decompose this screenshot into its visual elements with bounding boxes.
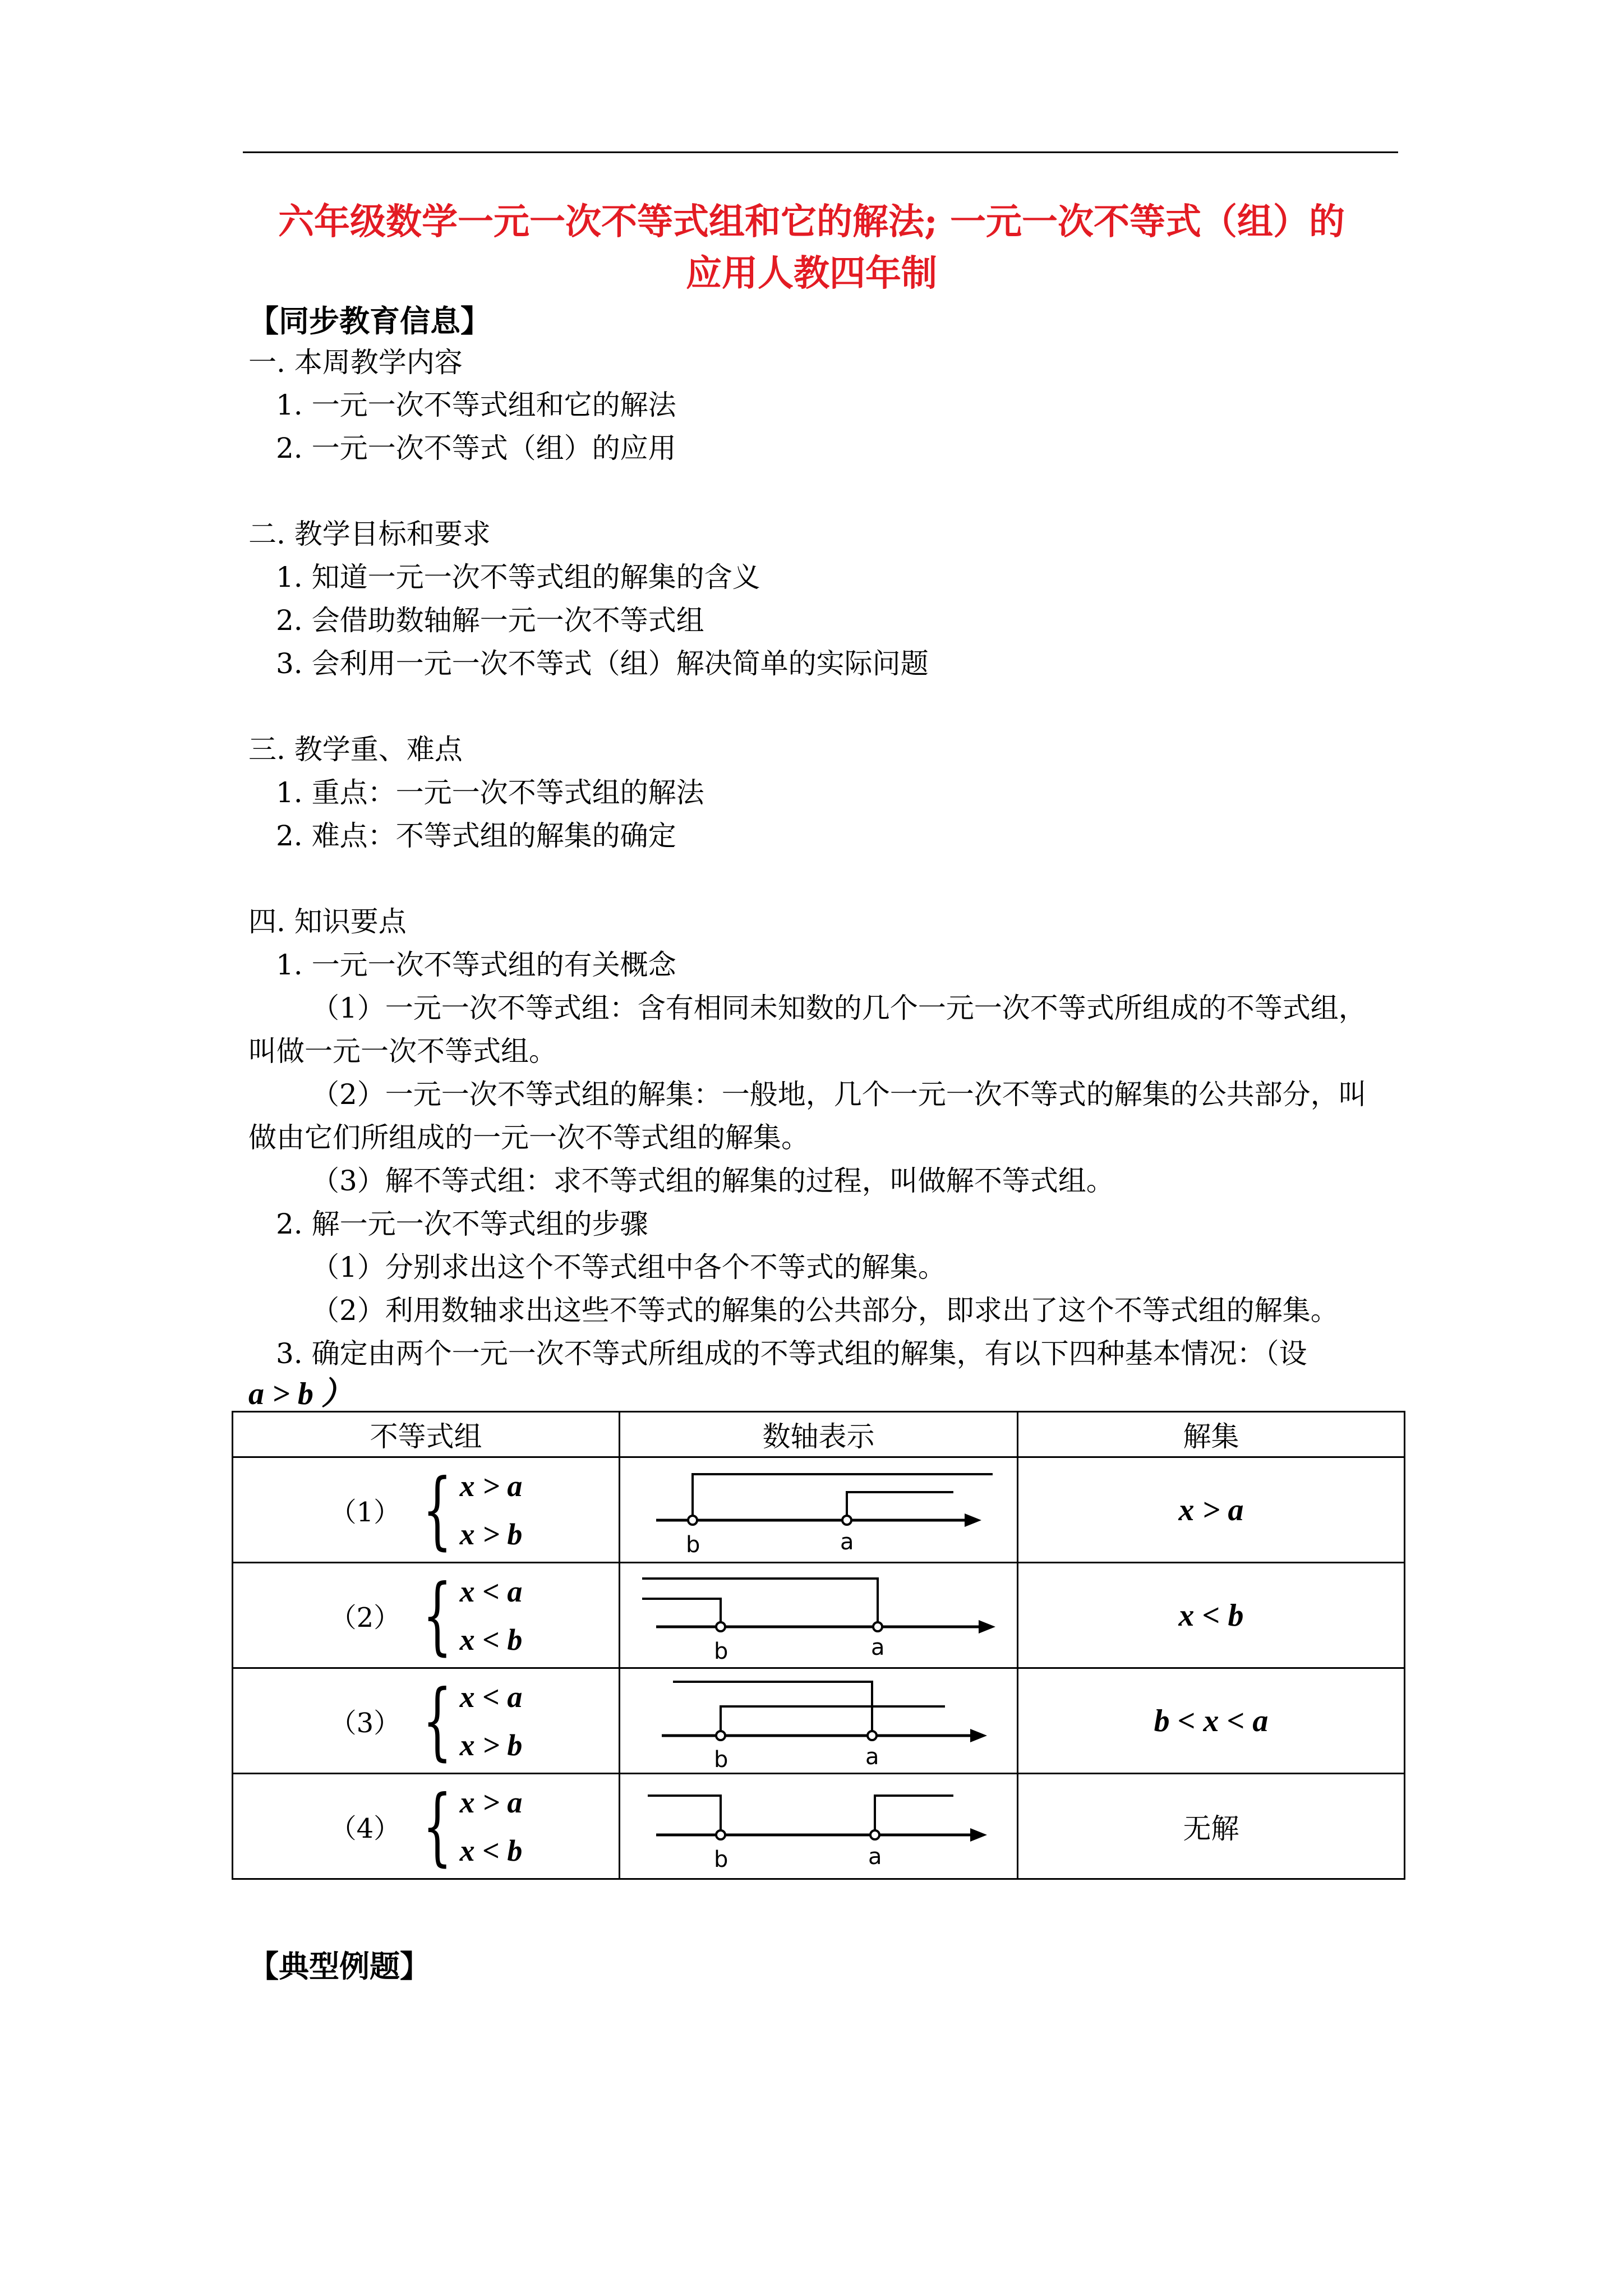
inequality-system [330,1462,523,1558]
label-a: a [840,1529,854,1555]
heading-typical-examples: 【典型例题】 [248,1948,430,1984]
number-line-diagram [639,1779,998,1874]
label-b: b [713,1846,728,1872]
solution-set: x < b [1178,1598,1244,1633]
solution-cell [1018,1457,1405,1563]
number-line-diagram [639,1460,998,1561]
section-2-item: 1. 知道一元一次不等式组的解集的含义 [276,561,760,593]
brace-icon: { [422,1672,453,1770]
label-b: b [685,1531,700,1558]
axis-arrow-icon [979,1620,995,1634]
section-3-heading: 三. 教学重、难点 [248,733,463,766]
document-title-line-2: 应用人教四年制 [686,252,937,295]
axis-arrow-icon [970,1729,987,1742]
point-b [716,1731,725,1740]
header-rule [243,151,1398,153]
section-1-item: 1. 一元一次不等式组和它的解法 [276,389,676,421]
table-header: 数轴表示 [620,1412,1018,1457]
brace-icon: { [422,1566,453,1664]
range-x-gt-a [847,1492,953,1520]
number-line-cell [620,1774,1018,1879]
table-row [233,1563,1405,1668]
point-b [716,1622,725,1631]
point-b [716,1830,725,1839]
number-line-cell [620,1563,1018,1668]
point-a [873,1622,882,1631]
section-4-point-2: 2. 解一元一次不等式组的步骤 [276,1208,648,1240]
section-1-heading: 一. 本周教学内容 [248,346,463,379]
number-line-diagram [634,1565,1004,1666]
solution-set: 无解 [1183,1812,1239,1845]
brace-icon: { [422,1777,453,1875]
range-x-lt-a [673,1682,872,1736]
label-a: a [865,1743,879,1770]
inequality-system-cell [233,1774,620,1879]
table-row [233,1457,1405,1563]
point-a [870,1830,879,1839]
inequality: x < b [459,1833,523,1867]
section-4-paragraph: 叫做一元一次不等式组。 [248,1035,557,1068]
brace-icon: { [422,1461,453,1559]
inequality: x > a [459,1469,523,1503]
table-header: 不等式组 [233,1412,620,1457]
axis-arrow-icon [965,1513,981,1527]
document-title-line-1: 六年级数学一元一次不等式组和它的解法; 一元一次不等式（组）的 [278,201,1345,243]
number-line-cell [620,1668,1018,1774]
inequality-system-cell [233,1668,620,1774]
range-x-lt-b [642,1599,721,1627]
inequality-system [330,1778,523,1875]
solution-cell [1018,1668,1405,1774]
heading-sync-info: 【同步教育信息】 [248,303,491,339]
range-x-lt-a [642,1579,878,1627]
section-4-paragraph: 做由它们所组成的一元一次不等式组的解集。 [248,1121,809,1154]
case-index: （4） [329,1813,401,1844]
section-4-paragraph: （2）一元一次不等式组的解集：一般地，几个一元一次不等式的解集的公共部分，叫 [311,1078,1367,1111]
section-4-paragraph: （2）利用数轴求出这些不等式的解集的公共部分，即求出了这个不等式组的解集。 [311,1294,1339,1327]
solution-set: b < x < a [1154,1703,1269,1738]
label-a: a [868,1843,882,1870]
inequality: x > b [459,1728,523,1762]
section-4-heading: 四. 知识要点 [248,905,407,938]
solution-set: x > a [1178,1492,1244,1527]
section-4-condition: a > b ） [248,1377,353,1411]
point-a [868,1731,877,1740]
number-line-diagram [639,1671,998,1772]
label-a: a [870,1634,885,1660]
table-row [233,1774,1405,1879]
inequality-system-cell [233,1457,620,1563]
inequality: x < b [459,1622,523,1657]
axis-arrow-icon [970,1828,987,1842]
case-index: （1） [329,1497,401,1528]
inequality-system [330,1567,523,1664]
inequality-system [330,1673,523,1769]
label-b: b [713,1746,728,1772]
inequality: x > b [459,1517,523,1551]
solution-cell [1018,1563,1405,1668]
inequality-cases-table [232,1411,1405,1880]
section-4-paragraph: （1）一元一次不等式组：含有相同未知数的几个一元一次不等式所组成的不等式组， [311,992,1367,1024]
solution-cell [1018,1774,1405,1879]
table-header: 解集 [1018,1412,1405,1457]
section-2-item: 2. 会借助数轴解一元一次不等式组 [276,604,704,637]
range-x-gt-b [693,1474,993,1520]
case-index: （2） [329,1602,401,1634]
inequality: x > a [459,1785,523,1819]
section-4-paragraph: （3）解不等式组：求不等式组的解集的过程，叫做解不等式组。 [311,1165,1114,1197]
label-b: b [713,1638,728,1664]
section-2-item: 3. 会利用一元一次不等式（组）解决简单的实际问题 [276,647,929,680]
inequality: x < a [459,1680,523,1714]
inequality-system-cell [233,1563,620,1668]
range-x-lt-b [648,1796,721,1835]
section-4-point-1: 1. 一元一次不等式组的有关概念 [276,949,676,981]
range-x-gt-a [875,1796,953,1835]
table-row [233,1668,1405,1774]
section-4-paragraph: （1）分别求出这个不等式组中各个不等式的解集。 [311,1251,946,1283]
point-a [842,1516,851,1525]
section-3-item: 2. 难点：不等式组的解集的确定 [276,820,676,852]
section-4-point-3: 3. 确定由两个一元一次不等式所组成的不等式组的解集，有以下四种基本情况：（设 [276,1337,1307,1370]
section-1-item: 2. 一元一次不等式（组）的应用 [276,432,676,464]
number-line-cell [620,1457,1018,1563]
point-b [688,1516,697,1525]
range-x-gt-b [721,1706,945,1736]
table-header-row [233,1412,1405,1457]
section-2-heading: 二. 教学目标和要求 [248,518,491,550]
section-3-item: 1. 重点：一元一次不等式组的解法 [276,776,704,809]
inequality: x < a [459,1574,523,1608]
case-index: （3） [329,1708,401,1739]
